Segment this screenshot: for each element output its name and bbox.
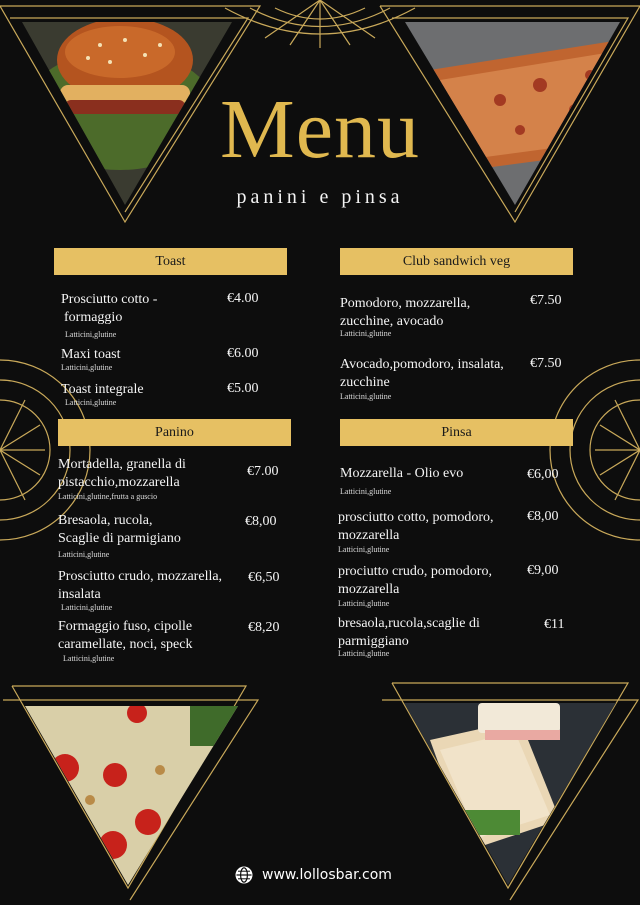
item-allergens: Latticini,glutine <box>340 329 392 338</box>
item-allergens: Latticini,glutine <box>63 654 115 663</box>
item-price: €8,20 <box>248 620 280 635</box>
item-price: €5.00 <box>227 381 259 396</box>
item-name-line: Avocado,pomodoro, insalata, <box>340 357 504 372</box>
item-name-line: pistacchio,mozzarella <box>58 475 180 490</box>
globe-icon <box>235 866 253 884</box>
item-name-line: Mozzarella - Olio evo <box>340 466 464 481</box>
item-allergens: Latticini,glutine <box>61 363 113 372</box>
item-name-line: mozzarella <box>338 582 400 597</box>
item-allergens: Latticini,glutine,frutta a guscio <box>58 492 158 501</box>
item-allergens: Latticini,glutine <box>340 392 392 401</box>
item-name-line: zucchine <box>340 375 390 390</box>
item-name-line: zucchine, avocado <box>340 314 444 329</box>
item-price: €4.00 <box>227 291 259 306</box>
item-allergens: Latticini,glutine <box>61 603 113 612</box>
item-allergens: Latticini,glutine <box>65 398 117 407</box>
item-price: €6,50 <box>248 570 280 585</box>
item-name-line: Mortadella, granella di <box>58 457 186 472</box>
item-name-line: bresaola,rucola,scaglie di <box>338 616 480 631</box>
page-subtitle: panini e pinsa <box>236 186 404 208</box>
item-allergens: Latticini,glutine <box>338 599 390 608</box>
item-price: €6.00 <box>227 346 259 361</box>
section-header-club-sandwich: Club sandwich veg <box>340 248 573 275</box>
item-price: €6,00 <box>527 467 559 482</box>
item-allergens: Latticini,glutine <box>338 545 390 554</box>
item-name-line: Formaggio fuso, cipolle <box>58 619 193 634</box>
item-allergens: Latticini,glutine <box>65 330 117 339</box>
section-header-panino: Panino <box>58 419 291 446</box>
website-footer[interactable] <box>235 864 392 886</box>
item-allergens: Latticini,glutine <box>338 649 390 658</box>
item-price: €7.50 <box>530 293 562 308</box>
item-price: €8,00 <box>245 514 277 529</box>
item-name-line: insalata <box>58 587 101 602</box>
item-name-line: formaggio <box>64 310 123 325</box>
item-name-line: mozzarella <box>338 528 400 543</box>
item-name-line: Toast integrale <box>61 382 144 397</box>
item-name-line: Prosciutto crudo, mozzarella, <box>58 569 223 584</box>
section-header-pinsa: Pinsa <box>340 419 573 446</box>
item-allergens: Latticini,glutine <box>58 550 110 559</box>
website-link[interactable]: www.lollosbar.com <box>262 867 392 883</box>
item-name-line: parmiggiano <box>338 634 409 649</box>
item-name-line: Prosciutto cotto - <box>61 292 158 307</box>
section-header-toast: Toast <box>54 248 287 275</box>
item-name-line: Maxi toast <box>61 347 121 362</box>
item-name-line: Scaglie di parmigiano <box>58 531 181 546</box>
item-price: €9,00 <box>527 563 559 578</box>
item-allergens: Latticini,glutine <box>340 487 392 496</box>
item-name-line: prosciutto cotto, pomodoro, <box>338 510 494 525</box>
page-title: Menu <box>220 83 420 176</box>
item-price: €8,00 <box>527 509 559 524</box>
item-price: €11 <box>544 617 565 632</box>
item-name-line: Pomodoro, mozzarella, <box>340 296 471 311</box>
item-name-line: caramellate, noci, speck <box>58 637 193 652</box>
item-name-line: prociutto crudo, pomodoro, <box>338 564 492 579</box>
item-price: €7.00 <box>247 464 279 479</box>
item-price: €7.50 <box>530 356 562 371</box>
item-name-line: Bresaola, rucola, <box>58 513 153 528</box>
